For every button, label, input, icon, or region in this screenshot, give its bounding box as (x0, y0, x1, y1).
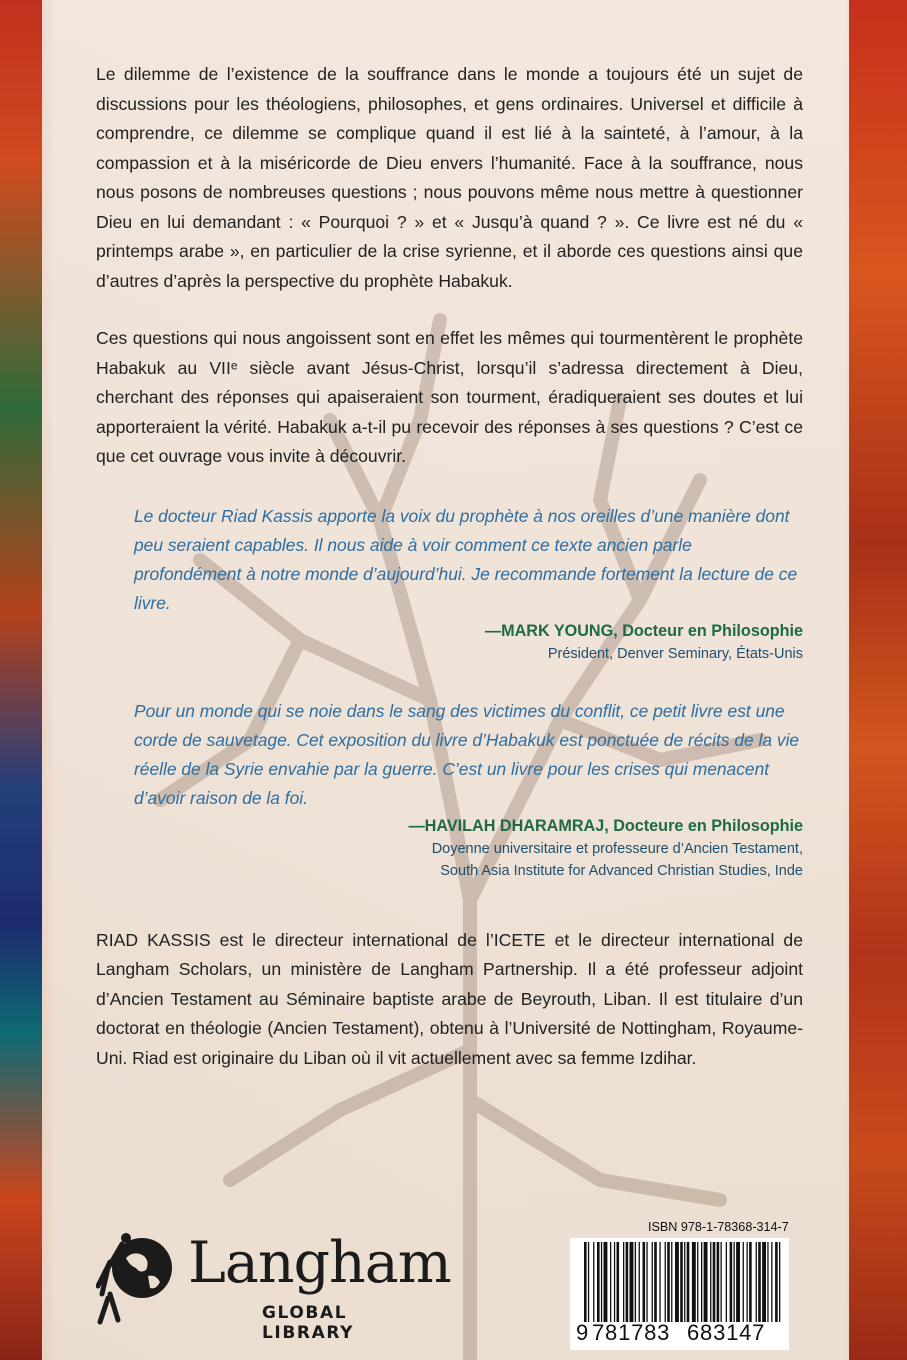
barcode-bar (717, 1242, 720, 1322)
barcode-digit-first: 9 (576, 1320, 590, 1345)
globe-figure-icon (96, 1228, 180, 1328)
barcode-bar (692, 1242, 696, 1322)
barcode-bar (743, 1242, 744, 1322)
barcode-bar (667, 1242, 670, 1322)
barcode-bar (758, 1242, 761, 1322)
barcode-digits-left: 781783 (592, 1320, 671, 1345)
barcode-bar (635, 1242, 636, 1322)
publisher-name: Langham (188, 1230, 451, 1296)
endorser-affiliation-line-1: Doyenne universitaire et professeure d’Ancien Testament, (431, 840, 803, 857)
barcode-bar (779, 1242, 780, 1322)
endorser-affiliation: Président, Denver Seminary, États-Unis (547, 645, 803, 662)
barcode-bar (601, 1242, 602, 1322)
barcode-bar (713, 1242, 716, 1322)
description-paragraph-1: Le dilemme de l’existence de la souffrance dans le monde a toujours été un sujet de discussions pour les théologiens, philosophes, et gens ordinaires. Universel et difficile à comprendre, ce dilemme se complique quand il est lié à la sainteté, à l’amour, à la compassion et à la miséricorde de Dieu envers l’humanité. Face à la souffrance, nous nous posons de nombreuses questions ; nous pouvons même nous mettre à questionner Dieu en lui demandant : « Pourquoi ? » et « Jusqu’à quand ? ». Ce livre est né du « printemps arabe », en particulier de la crise syrienne, et il aborde ces questions ainsi que d’autres d’après la perspective du prophète Habakuk. (96, 64, 803, 291)
publisher-logo (96, 1228, 451, 1343)
barcode-digits-right: 683147 (687, 1320, 766, 1345)
endorser-name: —MARK YOUNG, Docteur en Philosophie (484, 621, 803, 640)
barcode-bar (617, 1242, 620, 1322)
barcode-bar (721, 1242, 722, 1322)
barcode-bar (680, 1242, 683, 1322)
barcode-bar (630, 1242, 634, 1322)
endorser-affiliation-line-2: South Asia Institute for Advanced Christian Studies, Inde (440, 862, 803, 879)
barcode-bar (697, 1242, 698, 1322)
barcode-bar (646, 1242, 647, 1322)
barcode-bar (726, 1242, 727, 1322)
barcode-bar (756, 1242, 757, 1322)
barcode-bar (654, 1242, 657, 1322)
isbn-label: ISBN 978-1-78368-314-7 (648, 1220, 789, 1234)
barcode-bar (597, 1242, 600, 1322)
barcode-bar (730, 1242, 733, 1322)
barcode-bar (610, 1242, 611, 1322)
barcode-bar (675, 1242, 679, 1322)
barcode-bar (639, 1242, 640, 1322)
barcode-bar (762, 1242, 766, 1322)
endorsement-1 (96, 502, 803, 665)
publisher-subtitle: GLOBAL LIBRARY (262, 1303, 355, 1343)
barcode-bars (576, 1242, 784, 1322)
endorsement-quote: Pour un monde qui se noie dans le sang des victimes du conflit, ce petit livre est une corde de sauvetage. Cet exposition du livre d’Habakuk est ponctuée de récits de la vie réelle de la Syrie envahie par la guerre. C’est un livre pour les crises qui menacent d’avoir raison de la foi. (134, 700, 800, 808)
barcode-bar (659, 1242, 660, 1322)
endorsement-2 (96, 697, 803, 882)
barcode-bar (734, 1242, 735, 1322)
barcode-bar (736, 1242, 740, 1322)
barcode-bar (684, 1242, 685, 1322)
barcode (570, 1238, 789, 1350)
endorser-name: —HAVILAH DHARAMRAJ, Docteure en Philosophie (408, 816, 803, 835)
author-bio: RIAD KASSIS est le directeur international de l’ICETE et le directeur international de Langham Scholars, un ministère de Langham Partnership. Il a été professeur adjoint d’Ancien Testament au Séminaire baptiste arabe de Beyrouth, Liban. Il est titulaire d’un doctorat en théologie (Ancien Testament), obtenu à l’Université de Nottingham, Royaume-Uni. Riad est originaire du Liban où il vit actuellement avec sa femme Izdihar. (96, 929, 803, 1068)
barcode-bar (771, 1242, 772, 1322)
barcode-bar (701, 1242, 702, 1322)
barcode-bar (584, 1242, 587, 1322)
barcode-bar (652, 1242, 653, 1322)
endorsement-quote: Le docteur Riad Kassis apporte la voix du prophète à nos oreilles d’une manière dont peu seraient capables. Il nous aide à voir comment ce texte ancien parle profondément à notre monde d’aujourd’hui. Je recommande fortement la lecture de ce livre. (134, 505, 798, 613)
barcode-bar (704, 1242, 708, 1322)
barcode-bar (671, 1242, 672, 1322)
barcode-bar (593, 1242, 594, 1322)
barcode-bar (665, 1242, 666, 1322)
barcode-bar (687, 1242, 690, 1322)
barcode-bar (767, 1242, 768, 1322)
barcode-bar (588, 1242, 589, 1322)
barcode-bar (623, 1242, 624, 1322)
barcode-bar (747, 1242, 748, 1322)
barcode-bar (643, 1242, 646, 1322)
barcode-bar (614, 1242, 615, 1322)
back-cover-text (96, 60, 803, 1073)
description-paragraph-2: Ces questions qui nous angoissent sont en effet les mêmes qui tourmentèrent le prophète Habakuk au VIIᵉ siècle avant Jésus-Christ, lorsqu’il s’adressa directement à Dieu, cherchant des réponses qui apaiseraient son tourment, éradiqueraient ses doutes et lui apporteraient la vérité. Habakuk a-t-il pu recevoir des réponses à ses questions ? C’est ce que cet ouvrage vous invite à découvrir. (96, 328, 803, 466)
barcode-bar (775, 1242, 778, 1322)
barcode-bar (604, 1242, 608, 1322)
barcode-bar (626, 1242, 629, 1322)
barcode-bar (749, 1242, 752, 1322)
barcode-bar (710, 1242, 711, 1322)
